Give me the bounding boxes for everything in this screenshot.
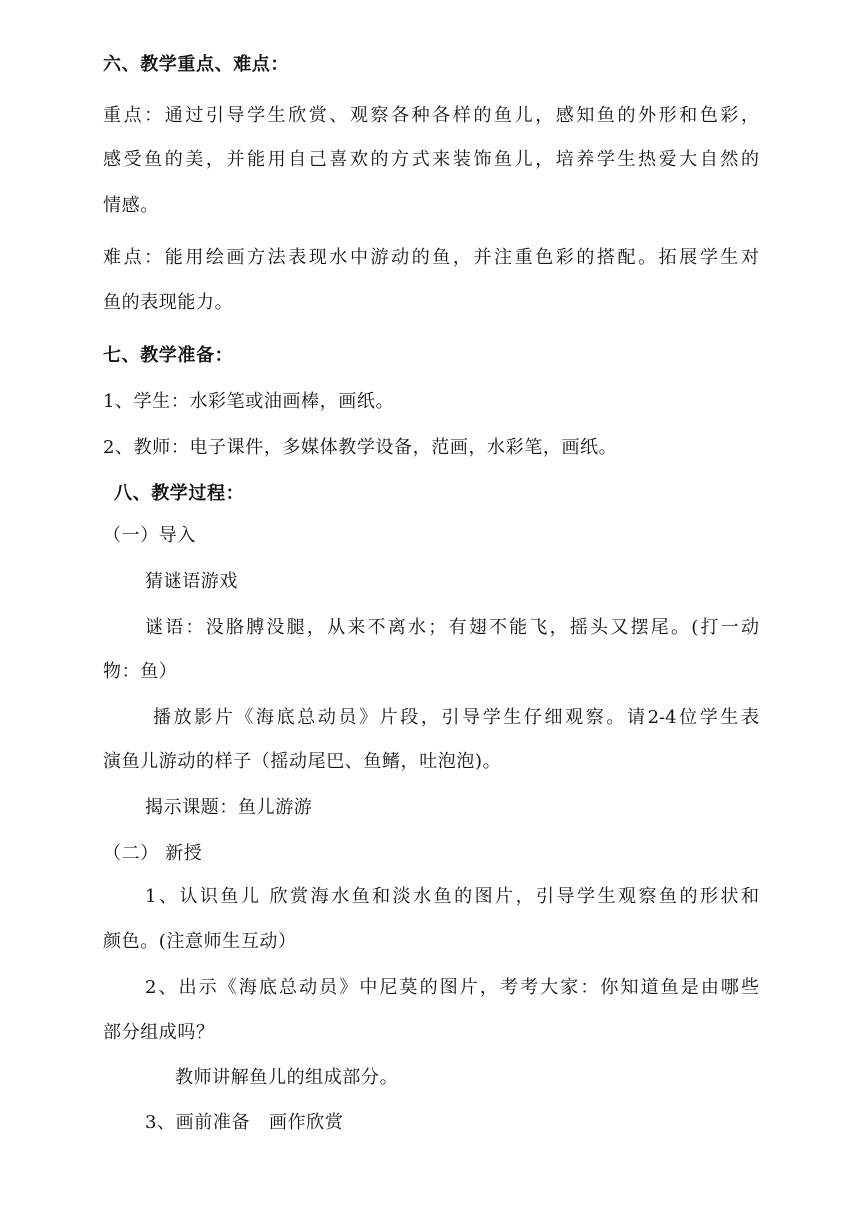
section-6-heading: 六、教学重点、难点： [103,54,289,75]
topic-reveal: 揭示课题：鱼儿游游 [145,797,313,818]
step-2-line-1: 2、出示《海底总动员》中尼莫的图片，考考大家：你知道鱼是由哪些 [145,977,759,998]
film-line-2: 演鱼儿游动的样子（摇动尾巴、鱼鳍，吐泡泡)。 [103,751,502,772]
step-2-teacher-note: 教师讲解鱼儿的组成部分。 [175,1067,399,1088]
key-points-line-3: 情感。 [103,195,159,216]
riddle-line-1: 谜语：没胳膊没腿，从来不离水；有翅不能飞，摇头又摆尾。(打一动 [145,617,759,638]
section-8-heading: 八、教学过程： [114,483,245,504]
step-1-line-2: 颜色。(注意师生互动） [103,931,297,952]
key-points-line-2: 感受鱼的美，并能用自己喜欢的方式来装饰鱼儿，培养学生热爱大自然的 [103,149,759,170]
preparation-item-students: 1、学生：水彩笔或油画棒，画纸。 [103,391,395,412]
section-7-heading: 七、教学准备： [103,345,234,366]
preparation-item-teacher: 2、教师：电子课件，多媒体教学设备，范画，水彩笔，画纸。 [103,437,618,458]
riddle-game-label: 猜谜语游戏 [145,571,238,592]
difficult-points-line-1: 难点：能用绘画方法表现水中游动的鱼，并注重色彩的搭配。拓展学生对 [103,247,759,268]
riddle-line-2: 物：鱼） [103,661,178,682]
step-1-line-1: 1、认识鱼儿 欣赏海水鱼和淡水鱼的图片，引导学生观察鱼的形状和 [145,886,759,907]
film-line-1: 播放影片《海底总动员》片段，引导学生仔细观察。请2-4位学生表 [153,707,759,728]
part-1-heading: （一）导入 [103,525,196,546]
key-points-line-1: 重点：通过引导学生欣赏、观察各种各样的鱼儿，感知鱼的外形和色彩， [103,105,759,126]
step-3-line: 3、画前准备 画作欣赏 [145,1112,344,1133]
difficult-points-line-2: 鱼的表现能力。 [103,292,234,313]
part-2-heading: （二） 新授 [103,843,203,864]
step-2-line-2: 部分组成吗？ [103,1022,215,1043]
